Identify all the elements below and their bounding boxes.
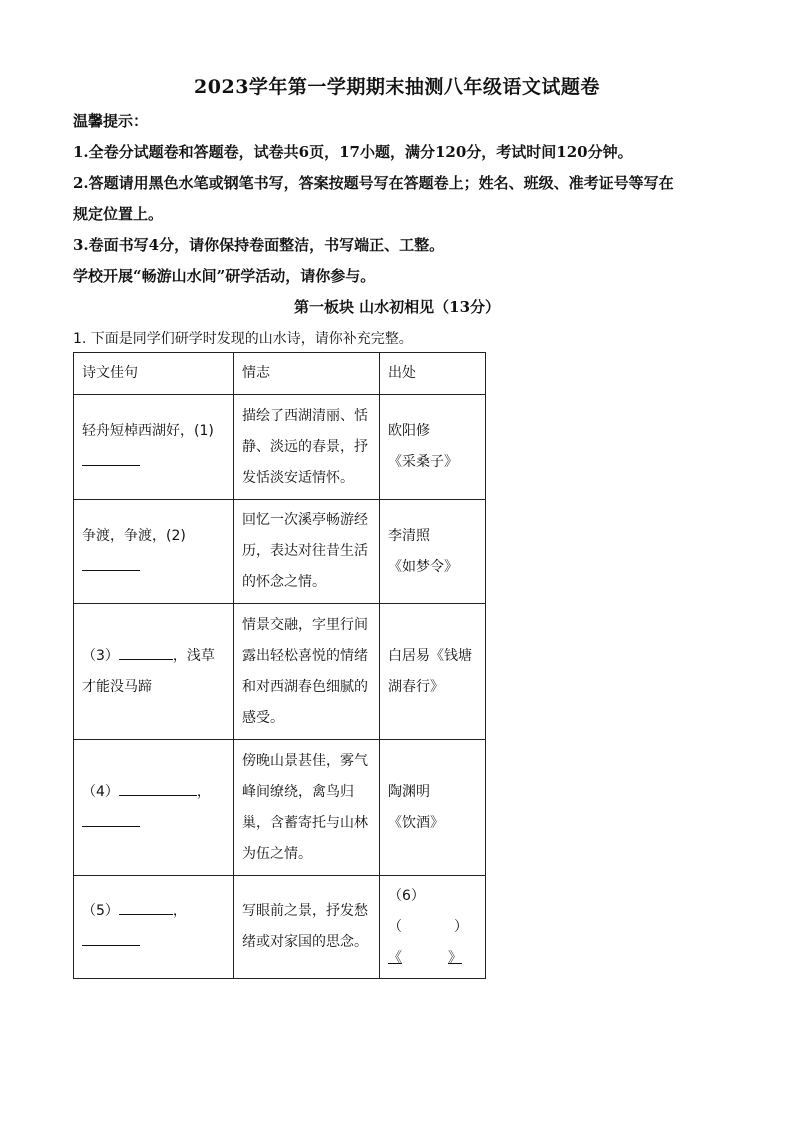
- verse-cell: [74, 395, 234, 500]
- emotion-line: 写眼前之景，抒发愁: [242, 903, 368, 919]
- table-row: [74, 500, 486, 604]
- emotion-cell: [234, 395, 380, 500]
- verse-text: ，: [196, 783, 211, 800]
- answer-blank-5b[interactable]: [82, 927, 140, 946]
- source-author: 欧阳修: [388, 423, 430, 439]
- emotion-line: 回忆一次溪亭畅游经: [242, 512, 368, 528]
- answer-blank-5a[interactable]: [119, 896, 173, 915]
- table-row: [74, 876, 486, 979]
- header-emotion: 情志: [234, 353, 380, 395]
- emotion-line: 露出轻松喜悦的情绪: [242, 647, 368, 664]
- source-author-blank[interactable]: [388, 912, 468, 943]
- emotion-line: 的怀念之情。: [242, 574, 326, 590]
- emotion-cell: [234, 876, 380, 979]
- source-cell: [380, 876, 486, 979]
- table-row: [74, 604, 486, 740]
- tip-line-1: 1.全卷分试题卷和答题卷，试卷共6页，17小题，满分120分，考试时间120分钟。: [73, 143, 633, 161]
- header-source: 出处: [380, 353, 486, 395]
- emotion-cell: [234, 740, 380, 876]
- source-work: 湖春行》: [388, 678, 444, 695]
- section-title: 第一板块 山水初相见（13分）: [293, 298, 501, 316]
- emotion-line: 绪或对家国的思念。: [242, 934, 368, 950]
- paren-open: （: [388, 918, 402, 935]
- source-author: 陶渊明: [388, 783, 430, 800]
- emotion-line: 傍晚山景甚佳，雾气: [242, 752, 368, 769]
- answer-blank-1[interactable]: [82, 447, 140, 466]
- emotion-line: 为伍之情。: [242, 845, 312, 862]
- poem-table: [73, 352, 486, 979]
- source-cell: [380, 500, 486, 604]
- emotion-line: 历，表达对往昔生活: [242, 543, 368, 559]
- emotion-line: 巢，含蓄寄托与山林: [242, 814, 368, 831]
- tip-line-2a: 2.答题请用黑色水笔或钢笔书写，答案按题号写在答题卷上；姓名、班级、准考证号等写在: [73, 174, 674, 192]
- source-number: （6）: [388, 887, 425, 904]
- verse-cell: [74, 604, 234, 740]
- emotion-cell: [234, 500, 380, 604]
- table-row: [74, 740, 486, 876]
- verse-cell: [74, 740, 234, 876]
- verse-cell: [74, 500, 234, 604]
- emotion-cell: [234, 604, 380, 740]
- source-work-blank[interactable]: [388, 943, 477, 974]
- verse-text: ，: [172, 903, 187, 919]
- answer-blank-4a[interactable]: [119, 777, 197, 796]
- paren-close: ）: [454, 918, 468, 935]
- source-cell: [380, 395, 486, 500]
- source-author: 白居易《钱塘: [388, 647, 472, 664]
- emotion-line: 情景交融，字里行间: [242, 616, 368, 633]
- book-mark-open: 《: [388, 949, 402, 966]
- verse-cell: [74, 876, 234, 979]
- question-1: 1. 下面是同学们研学时发现的山水诗，请你补充完整。: [73, 331, 413, 347]
- emotion-line: 峰间缭绕，禽鸟归: [242, 783, 354, 800]
- emotion-line: 感受。: [242, 709, 284, 726]
- activity-intro: 学校开展“畅游山水间”研学活动，请你参与。: [73, 267, 376, 285]
- emotion-line: 静、淡远的春景，抒: [242, 438, 368, 455]
- tip-line-2b: 规定位置上。: [73, 205, 164, 223]
- table-row: [74, 395, 486, 500]
- verse-text: 才能没马蹄: [82, 678, 152, 695]
- answer-blank-2[interactable]: [82, 552, 140, 571]
- source-cell: [380, 604, 486, 740]
- source-author: 李清照: [388, 527, 430, 544]
- verse-number: （5）: [82, 903, 119, 919]
- page-title: 2023学年第一学期期末抽测八年级语文试题卷: [194, 76, 600, 98]
- source-work: 《采桑子》: [388, 454, 458, 470]
- source-cell: [380, 740, 486, 876]
- source-work: 《如梦令》: [388, 558, 458, 575]
- tips-heading: 温馨提示：: [73, 112, 149, 130]
- answer-blank-3[interactable]: [119, 641, 173, 660]
- table-header-row: [74, 353, 486, 395]
- answer-blank-4b[interactable]: [82, 808, 140, 827]
- verse-number: （4）: [82, 783, 119, 800]
- verse-text: 争渡，争渡，(2): [82, 527, 186, 544]
- verse-text: 轻舟短棹西湖好，(1): [82, 423, 214, 439]
- verse-number: （3）: [82, 647, 119, 664]
- header-verse: 诗文佳句: [74, 353, 234, 395]
- verse-text: ，浅草: [172, 647, 215, 664]
- source-work: 《饮酒》: [388, 814, 444, 831]
- emotion-line: 描绘了西湖清丽、恬: [242, 407, 368, 424]
- book-mark-close: 》: [448, 949, 462, 966]
- emotion-line: 发恬淡安适情怀。: [242, 469, 354, 486]
- emotion-line: 和对西湖春色细腻的: [242, 678, 368, 695]
- tip-line-3: 3.卷面书写4分，请你保持卷面整洁，书写端正、工整。: [73, 236, 445, 254]
